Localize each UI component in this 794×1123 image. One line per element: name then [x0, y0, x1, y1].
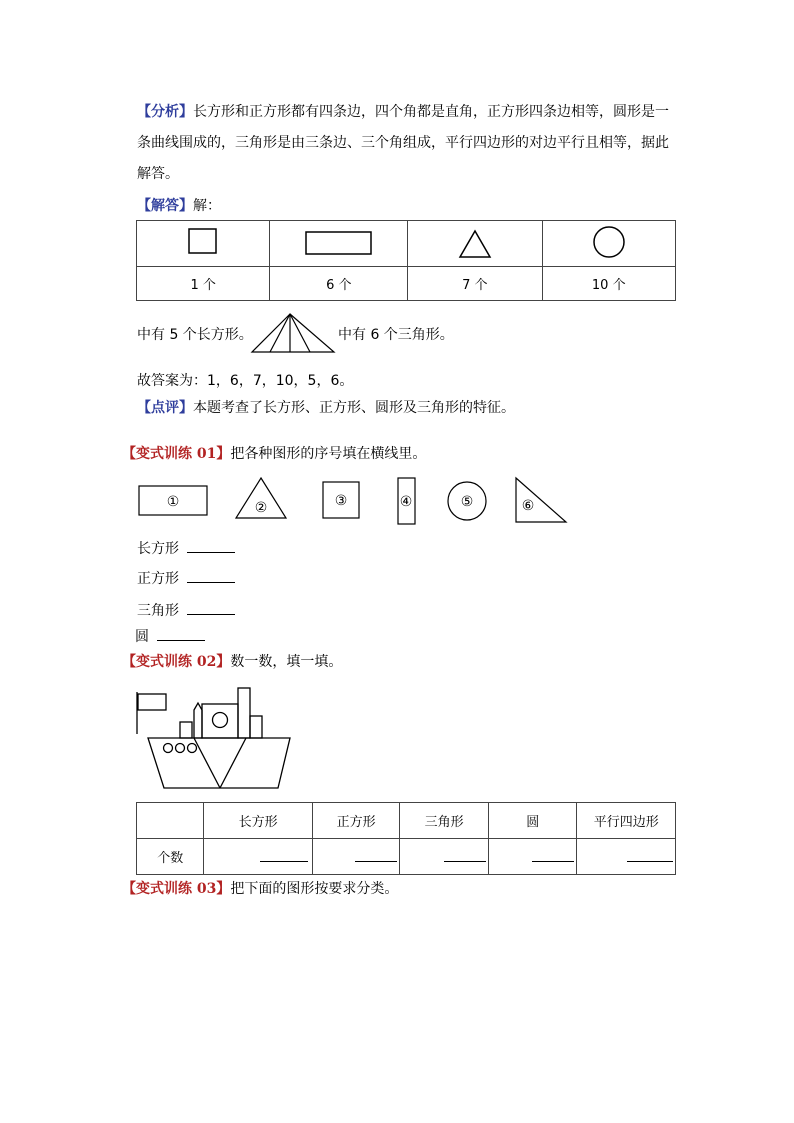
shape-count-table	[136, 220, 676, 301]
answer-blank[interactable]	[627, 861, 673, 862]
fill-label: 长方形	[137, 541, 179, 557]
comment-text: 本题考查了长方形、正方形、圆形及三角形的特征。	[193, 400, 515, 416]
shape-4-number: ④	[399, 494, 413, 510]
answer-blank[interactable]	[187, 552, 235, 553]
exercise2-tag: 【变式训练 02】	[122, 654, 231, 670]
final-answer: 故答案为：1，6，7，10，5，6。	[137, 373, 354, 389]
count-cell: 7 个	[408, 267, 542, 301]
answer-blank[interactable]	[532, 861, 574, 862]
figure-line-right: 中有 6 个三角形。	[338, 327, 454, 343]
fill-triangle	[137, 601, 235, 621]
shape-3-number: ③	[334, 493, 348, 509]
exercise1-shapes	[136, 474, 576, 528]
exercise2-count-table	[136, 802, 676, 875]
shape-6-number: ⑥	[521, 498, 535, 514]
analysis-line-3: 解答。	[137, 166, 179, 182]
row-label: 个数	[137, 839, 204, 875]
triangle-cell	[408, 221, 542, 267]
fill-circle	[135, 627, 205, 647]
fill-square	[137, 569, 235, 589]
split-triangle-figure	[250, 312, 336, 356]
square-cell	[137, 221, 270, 267]
figure-line-left: 中有 5 个长方形。	[137, 327, 253, 343]
count-input-cell	[312, 839, 400, 875]
shape-1-number: ①	[166, 494, 180, 510]
count-input-cell	[400, 839, 489, 875]
exercise1-heading	[122, 444, 426, 464]
answer-tag: 【解答】	[137, 198, 193, 214]
analysis-tag: 【分析】	[137, 104, 193, 120]
comment-tag: 【点评】	[137, 400, 193, 416]
exercise1-text: 把各种图形的序号填在横线里。	[230, 446, 427, 462]
shape-2-number: ②	[254, 500, 268, 516]
boat-figure	[134, 684, 294, 792]
fill-label: 三角形	[137, 603, 179, 619]
triangle-icon	[455, 224, 495, 260]
count-cell: 10 个	[542, 267, 675, 301]
answer-blank[interactable]	[187, 582, 235, 583]
answer-blank[interactable]	[260, 861, 308, 862]
fill-rectangle	[137, 539, 235, 559]
exercise3-heading	[122, 879, 398, 899]
rectangle-icon	[299, 224, 379, 260]
circle-cell	[542, 221, 675, 267]
comment-line	[137, 398, 515, 418]
analysis-line-2: 条曲线围成的，三角形是由三条边、三个角组成，平行四边形的对边平行且相等，据此	[137, 135, 669, 151]
header-triangle: 三角形	[400, 803, 489, 839]
analysis-text-1: 长方形和正方形都有四条边，四个角都是直角，正方形四条边相等，圆形是一	[193, 104, 669, 120]
answer-blank[interactable]	[187, 614, 235, 615]
fill-label: 圆	[135, 629, 149, 645]
exercise3-tag: 【变式训练 03】	[122, 881, 231, 897]
exercise1-tag: 【变式训练 01】	[122, 446, 231, 462]
header-parallelogram: 平行四边形	[577, 803, 676, 839]
answer-text: 解：	[193, 198, 221, 214]
empty-header-cell	[137, 803, 204, 839]
square-icon	[183, 224, 223, 260]
exercise2-heading	[122, 652, 342, 672]
answer-line	[137, 196, 221, 216]
header-rectangle: 长方形	[204, 803, 312, 839]
answer-blank[interactable]	[355, 861, 397, 862]
exercise2-text: 数一数，填一填。	[230, 654, 343, 670]
count-input-cell	[204, 839, 312, 875]
shape-5-number: ⑤	[460, 494, 474, 510]
answer-blank[interactable]	[157, 640, 205, 641]
fill-label: 正方形	[137, 571, 179, 587]
count-cell: 6 个	[270, 267, 408, 301]
rectangle-cell	[270, 221, 408, 267]
count-input-cell	[488, 839, 577, 875]
header-circle: 圆	[488, 803, 577, 839]
answer-blank[interactable]	[444, 861, 486, 862]
exercise3-text: 把下面的图形按要求分类。	[230, 881, 399, 897]
header-square: 正方形	[312, 803, 400, 839]
count-input-cell	[577, 839, 676, 875]
analysis-line-1	[137, 102, 669, 122]
circle-icon	[587, 223, 631, 261]
count-cell: 1 个	[137, 267, 270, 301]
